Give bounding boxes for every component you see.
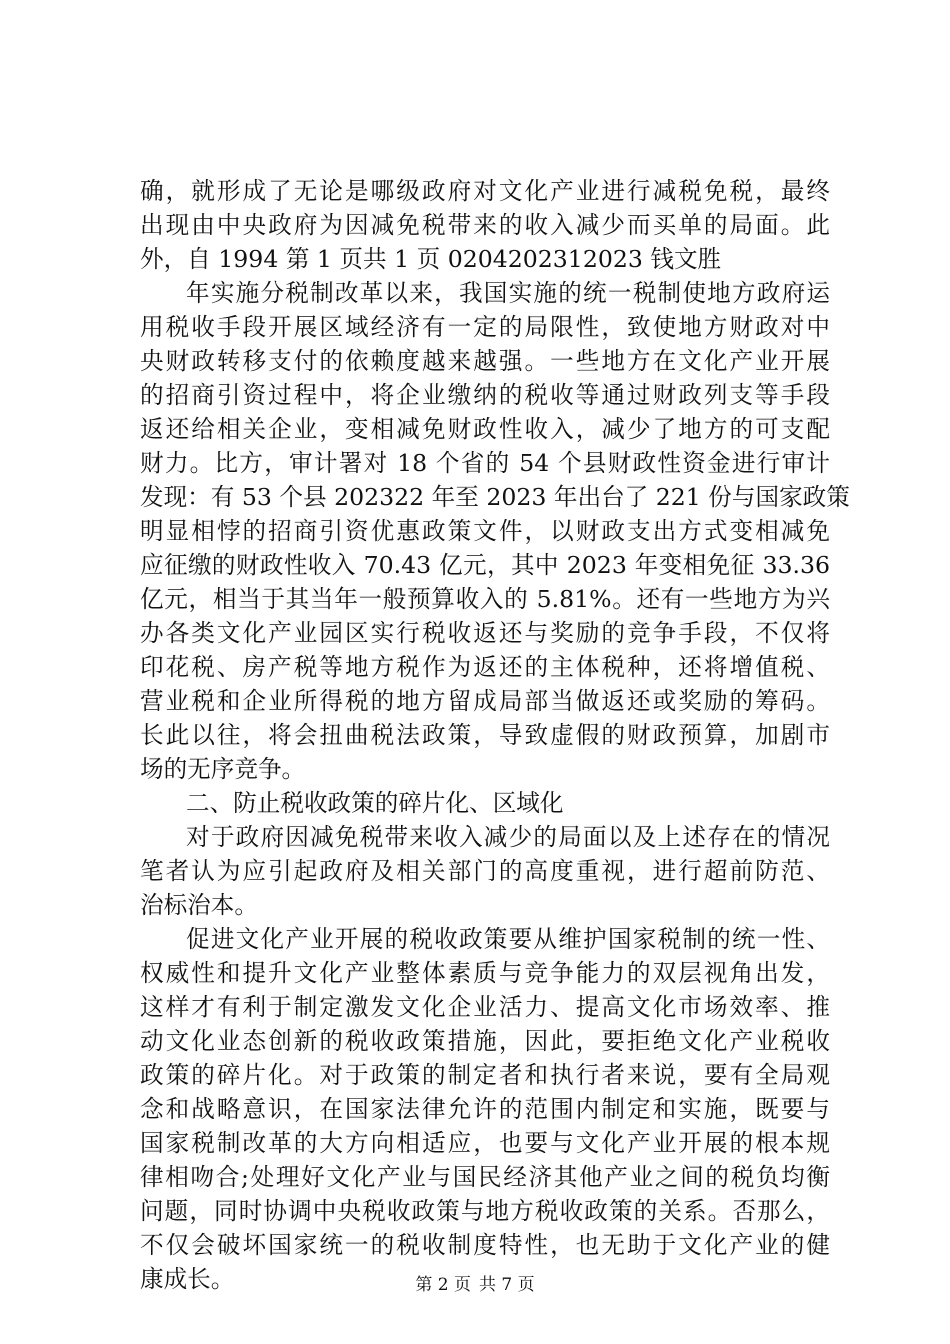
text-line: 长此以往，将会扭曲税法政策，导致虚假的财政预算，加剧市 bbox=[140, 721, 830, 749]
page-footer bbox=[0, 1274, 950, 1296]
paragraph bbox=[140, 786, 830, 820]
paragraph bbox=[140, 276, 850, 786]
text-line: 外，自 1994 第 1 页共 1 页 0204202312023 钱文胜 bbox=[140, 245, 722, 273]
text-line: 财力。比方，审计署对 18 个省的 54 个县财政性资金进行审计 bbox=[140, 449, 830, 477]
text-line: 不仅会破坏国家统一的税收制度特性，也无助于文化产业的健 bbox=[140, 1231, 830, 1259]
page-total: 共 7 页 bbox=[479, 1275, 535, 1295]
text-line: 笔者认为应引起政府及相关部门的高度重视，进行超前防范、 bbox=[140, 857, 830, 885]
text-line: 念和战略意识，在国家法律允许的范围内制定和实施，既要与 bbox=[140, 1095, 830, 1123]
text-line: 印花税、房产税等地方税作为返还的主体税种，还将增值税、 bbox=[140, 653, 830, 681]
text-line: 央财政转移支付的依赖度越来越强。一些地方在文化产业开展 bbox=[140, 347, 830, 375]
text-line: 促进文化产业开展的税收政策要从维护国家税制的统一性、 bbox=[186, 925, 830, 953]
text-line: 二、防止税收政策的碎片化、区域化 bbox=[186, 789, 564, 817]
text-line: 对于政府因减免税带来收入减少的局面以及上述存在的情况 bbox=[186, 823, 830, 851]
text-line: 出现由中央政府为因减免税带来的收入减少而买单的局面。此 bbox=[140, 211, 830, 239]
text-line: 律相吻合;处理好文化产业与国民经济其他产业之间的税负均衡 bbox=[140, 1163, 830, 1191]
paragraph bbox=[140, 174, 830, 276]
paragraph bbox=[140, 820, 830, 922]
text-line: 办各类文化产业园区实行税收返还与奖励的竞争手段，不仅将 bbox=[140, 619, 830, 647]
text-line: 发现：有 53 个县 202322 年至 2023 年出台了 221 份与国家政策 bbox=[140, 483, 850, 511]
text-line: 明显相悖的招商引资优惠政策文件，以财政支出方式变相减免 bbox=[140, 517, 830, 545]
text-line: 国家税制改革的大方向相适应，也要与文化产业开展的根本规 bbox=[140, 1129, 830, 1157]
text-line: 康成长。 bbox=[140, 1265, 235, 1293]
paragraph bbox=[140, 922, 830, 1296]
text-line: 营业税和企业所得税的地方留成局部当做返还或奖励的筹码。 bbox=[140, 687, 830, 715]
text-line: 年实施分税制改革以来，我国实施的统一税制使地方政府运 bbox=[186, 279, 830, 307]
text-line: 治标治本。 bbox=[140, 891, 258, 919]
text-line: 场的无序竞争。 bbox=[140, 755, 306, 783]
text-line: 政策的碎片化。对于政策的制定者和执行者来说，要有全局观 bbox=[140, 1061, 830, 1089]
text-line: 确，就形成了无论是哪级政府对文化产业进行减税免税，最终 bbox=[140, 177, 830, 205]
text-line: 动文化业态创新的税收政策措施，因此，要拒绝文化产业税收 bbox=[140, 1027, 830, 1055]
text-line: 权威性和提升文化产业整体素质与竞争能力的双层视角出发， bbox=[140, 959, 830, 987]
page-number: 第 2 页 bbox=[415, 1275, 471, 1295]
text-line: 问题，同时协调中央税收政策与地方税收政策的关系。否那么， bbox=[140, 1197, 830, 1225]
text-line: 的招商引资过程中，将企业缴纳的税收等通过财政列支等手段 bbox=[140, 381, 830, 409]
text-line: 亿元，相当于其当年一般预算收入的 5.81%。还有一些地方为兴 bbox=[140, 585, 830, 613]
text-line: 用税收手段开展区域经济有一定的局限性，致使地方财政对中 bbox=[140, 313, 830, 341]
document-body bbox=[140, 174, 850, 1296]
text-line: 应征缴的财政性收入 70.43 亿元，其中 2023 年变相免征 33.36 bbox=[140, 551, 830, 579]
text-line: 返还给相关企业，变相减免财政性收入，减少了地方的可支配 bbox=[140, 415, 830, 443]
text-line: 这样才有利于制定激发文化企业活力、提高文化市场效率、推 bbox=[140, 993, 830, 1021]
